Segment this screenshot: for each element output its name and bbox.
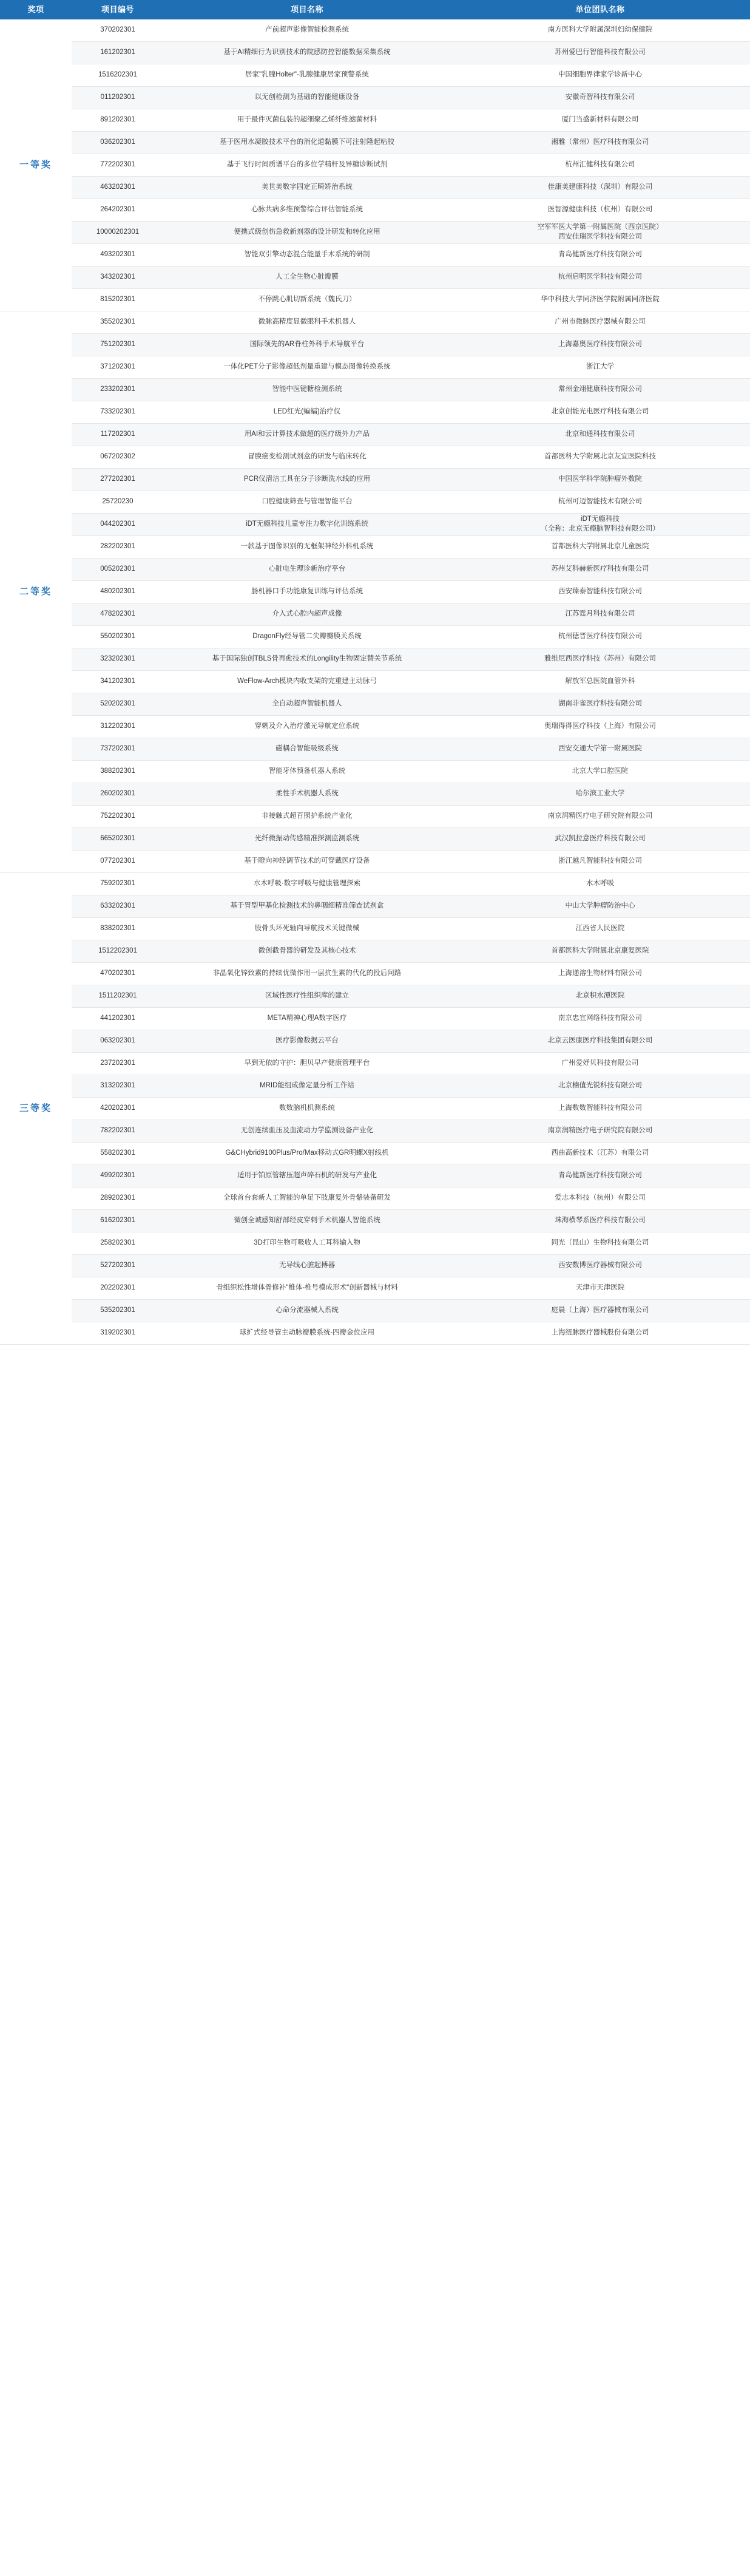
table-row [0,1143,750,1165]
organization-name: 杭州启明医学科技有限公司 [450,267,750,289]
project-code: 011202301 [72,87,164,109]
organization-name: 西安臻泰智能科技有限公司 [450,581,750,603]
table-row [0,581,750,603]
table-row [0,64,750,87]
organization-name: 北京楠值光锐科技有限公司 [450,1075,750,1098]
project-code: 117202301 [72,424,164,446]
table-row [0,648,750,671]
project-name: iDT无瘾科技儿童专注力数字化训练系统 [164,514,450,536]
project-code: 478202301 [72,603,164,626]
project-code: 343202301 [72,267,164,289]
project-code: 036202301 [72,132,164,154]
organization-name: 南京忠宜网络科技有限公司 [450,1008,750,1030]
project-code: 463202301 [72,177,164,199]
project-name: 磁耦合智能吸级系统 [164,738,450,761]
table-row [0,559,750,581]
project-code: 1511202301 [72,985,164,1008]
project-code: 161202301 [72,42,164,64]
organization-name: 苏州艾科赫新医疗科技有限公司 [450,559,750,581]
project-name: 产前超声影像智能检测系统 [164,19,450,42]
project-name: 早到无依的守护：胆贝早产健康管理平台 [164,1053,450,1075]
table-row [0,514,750,536]
project-name: 国际领先的AR脊柱外科手术导航平台 [164,334,450,356]
table-row [0,1053,750,1075]
project-code: 420202301 [72,1098,164,1120]
table-row [0,626,750,648]
table-row [0,716,750,738]
project-code: 550202301 [72,626,164,648]
project-name: 数数脑机机测系统 [164,1098,450,1120]
table-row [0,1030,750,1053]
project-name: 一款基于图像识别的无框架神经外科机系统 [164,536,450,559]
organization-name: 杭州可迈智能技术有限公司 [450,491,750,514]
project-code: 371202301 [72,356,164,379]
table-row [0,895,750,918]
table-row [0,424,750,446]
organization-name: 常州金翊健康科技有限公司 [450,379,750,401]
project-code: 891202301 [72,109,164,132]
table-row [0,1188,750,1210]
table-row [0,1322,750,1345]
table-row [0,851,750,873]
project-name: 区域性医疗性组织库的建立 [164,985,450,1008]
project-name: 医疗影像数据云平台 [164,1030,450,1053]
organization-name: 江苏霆月科技有限公司 [450,603,750,626]
organization-name: 中国细胞界律家学诊新中心 [450,64,750,87]
organization-name: 武汉凯拉意医疗科技有限公司 [450,828,750,851]
table-row [0,469,750,491]
organization-name: 江西省人民医院 [450,918,750,940]
table-row [0,1008,750,1030]
project-name: 居家"乳腺Holter"-乳腺健康居家预警系统 [164,64,450,87]
project-code: 520202301 [72,693,164,716]
project-code: 815202301 [72,289,164,311]
project-name: 人工全生物心脏瓣膜 [164,267,450,289]
table-row [0,918,750,940]
project-name: 水木呼吸·数字呼吸与健康管理探索 [164,873,450,895]
project-name: 以无创检测为基础的智能健康设备 [164,87,450,109]
project-code: 441202301 [72,1008,164,1030]
table-row [0,42,750,64]
table-row [0,963,750,985]
project-name: 穿刺及介入治疗激光导航定位系统 [164,716,450,738]
organization-name: 北京云医康医疗科技集团有限公司 [450,1030,750,1053]
project-code: 772202301 [72,154,164,177]
project-code: 063202301 [72,1030,164,1053]
project-name: META精神心理A数字医疗 [164,1008,450,1030]
table-row [0,761,750,783]
table-row [0,132,750,154]
project-code: 733202301 [72,401,164,424]
organization-name: 医智源健康科技（杭州）有限公司 [450,199,750,222]
project-code: 470202301 [72,963,164,985]
project-code: 233202301 [72,379,164,401]
table-row [0,222,750,244]
project-code: 527202301 [72,1255,164,1277]
organization-name: 北京和通科技有限公司 [450,424,750,446]
table-row [0,289,750,311]
project-code: 077202301 [72,851,164,873]
organization-name: 天津市天津医院 [450,1277,750,1300]
table-row [0,356,750,379]
organization-name: 哈尔滨工业大学 [450,783,750,806]
organization-name: 杭州德晋医疗科技有限公司 [450,626,750,648]
project-code: 260202301 [72,783,164,806]
table-row [0,334,750,356]
table-row [0,671,750,693]
table-row [0,109,750,132]
project-name: 基于AI精细行为识别技术的院感防控智能数据采集系统 [164,42,450,64]
project-code: 499202301 [72,1165,164,1188]
project-name: LED红光(蝙蝠)治疗仪 [164,401,450,424]
project-name: 微创截骨器的研发及其核心技术 [164,940,450,963]
project-name: 3D打印生物可吸收人工耳科输入物 [164,1232,450,1255]
organization-name: 南京润精医疗电子研究院有限公司 [450,806,750,828]
organization-name: 广州爱妤贝科技有限公司 [450,1053,750,1075]
project-name: 光纤微振动传感精准探测监测系统 [164,828,450,851]
table-header-row [0,0,750,19]
organization-name: 杭州汇健科技有限公司 [450,154,750,177]
award-group-label: 一等奖 [0,19,72,311]
organization-name: 首都医科大学附属北京友宜医院科技 [450,446,750,469]
project-code: 202202301 [72,1277,164,1300]
table-row [0,806,750,828]
table-row [0,19,750,42]
project-code: 1512202301 [72,940,164,963]
organization-name: 青岛健新医疗科技有限公司 [450,1165,750,1188]
project-code: 752202301 [72,806,164,828]
column-header-code: 项目编号 [72,0,164,19]
project-code: 10000202301 [72,222,164,244]
organization-name: 雅维尼西医疗科技（苏州）有限公司 [450,648,750,671]
project-name: 心脏电生理诊新治疗平台 [164,559,450,581]
column-header-award: 奖项 [0,0,72,19]
project-code: 237202301 [72,1053,164,1075]
project-name: 肠机器口手功能康复训练与评估系统 [164,581,450,603]
table-row [0,446,750,469]
organization-name: 西曲高新技术（江苏）有限公司 [450,1143,750,1165]
organization-name: 青岛健新医疗科技有限公司 [450,244,750,267]
organization-name: 爱志本科技（杭州）有限公司 [450,1188,750,1210]
project-name: 美世美数字固定正畸矫治系统 [164,177,450,199]
organization-name: 湘雅（常州）医疗科技有限公司 [450,132,750,154]
project-name: 用AI和云计算技术做超的医疗级外力产品 [164,424,450,446]
table-row [0,177,750,199]
organization-name: 西安交通大学第一附属医院 [450,738,750,761]
organization-name: 厦门当盛新材料有限公司 [450,109,750,132]
table-row [0,1075,750,1098]
table-row [0,940,750,963]
project-code: 341202301 [72,671,164,693]
project-name: 智能牙体预备机器人系统 [164,761,450,783]
project-name: 基于医用水凝胶技术平台的消化道黏膜下可注射隆起粘胶 [164,132,450,154]
organization-name: 首都医科大学附属北京康复医院 [450,940,750,963]
project-name: 口腔健康筛查与管理智能平台 [164,491,450,514]
project-code: 480202301 [72,581,164,603]
organization-name: 湖南非雀医疗科技有限公司 [450,693,750,716]
organization-name: 珠海横琴系医疗科技有限公司 [450,1210,750,1232]
table-row [0,1300,750,1322]
organization-name: 苏州爱巴行智能科技有限公司 [450,42,750,64]
table-row [0,1255,750,1277]
project-name: 柔性手术机器人系统 [164,783,450,806]
project-code: 782202301 [72,1120,164,1143]
project-name: 一体化PET分子影像超低剂量重建与模态图像转换系统 [164,356,450,379]
project-code: 319202301 [72,1322,164,1345]
project-code: 323202301 [72,648,164,671]
project-code: 388202301 [72,761,164,783]
project-name: 非晶氧化锌致素的持续优微作用一层抗生素的代化的投后问路 [164,963,450,985]
project-code: 535202301 [72,1300,164,1322]
project-name: 基于瞪向神经调节技术的可穿戴医疗设备 [164,851,450,873]
organization-name: 北京大学口腔医院 [450,761,750,783]
organization-name: iDT无瘾科技 （全称：北京无瘾脑智科技有限公司） [450,514,750,536]
table-header [0,0,750,19]
organization-name: 浙江大学 [450,356,750,379]
table-row [0,1210,750,1232]
project-code: 044202301 [72,514,164,536]
organization-name: 南方医科大学附属深圳妇幼保健院 [450,19,750,42]
table-row [0,873,750,895]
award-group-label: 三等奖 [0,873,72,1345]
project-name: MRID能组成像定量分析工作站 [164,1075,450,1098]
project-code: 282202301 [72,536,164,559]
project-code: 737202301 [72,738,164,761]
project-name: 便携式级创伤急救新剂器的设计研发和转化应用 [164,222,450,244]
project-name: PCR仪清洁工具在分子诊断洗水线的应用 [164,469,450,491]
organization-name: 水木呼吸 [450,873,750,895]
project-name: 介入式心腔内超声成像 [164,603,450,626]
table-row [0,1165,750,1188]
project-name: 心脉共病多维预警综合评估智能系统 [164,199,450,222]
organization-name: 中山大学肿瘤防治中心 [450,895,750,918]
project-code: 558202301 [72,1143,164,1165]
project-name: 心命分流器械入系统 [164,1300,450,1322]
organization-name: 中国医学科学院肿瘤外数院 [450,469,750,491]
project-name: DragonFly经导管二尖瓣瓣膜关系统 [164,626,450,648]
table-row [0,491,750,514]
organization-name: 北京创能光电医疗科技有限公司 [450,401,750,424]
organization-name: 解放军总医院血管外科 [450,671,750,693]
project-code: 264202301 [72,199,164,222]
project-name: 全自动超声智能机器人 [164,693,450,716]
project-name: 微脉高精度显微眼科手术机器人 [164,311,450,334]
table-row [0,536,750,559]
project-name: 微创全诚感知舒部经皮穿刺手术机器人智能系统 [164,1210,450,1232]
project-code: 258202301 [72,1232,164,1255]
table-row [0,1277,750,1300]
table-row [0,311,750,334]
table-row [0,199,750,222]
organization-name: 首都医科大学附属北京儿童医院 [450,536,750,559]
project-code: 370202301 [72,19,164,42]
project-name: 骨组织松性增体骨修补"椎体-椎号模成形术"创新器械与材料 [164,1277,450,1300]
award-group-label: 二等奖 [0,311,72,873]
organization-name: 广州市微脉医疗器械有限公司 [450,311,750,334]
project-name: 球扩式经导管主动脉瓣膜系统-四瓣金位应用 [164,1322,450,1345]
organization-name: 安徽奇智科技有限公司 [450,87,750,109]
table-row [0,154,750,177]
project-code: 067202302 [72,446,164,469]
table-row [0,87,750,109]
project-code: 25720230 [72,491,164,514]
project-code: 1516202301 [72,64,164,87]
table-row [0,379,750,401]
organization-name: 华中科技大学同济医学院附属同济医院 [450,289,750,311]
project-code: 312202301 [72,716,164,738]
project-code: 633202301 [72,895,164,918]
organization-name: 上海递溶生物材料有限公司 [450,963,750,985]
project-code: 616202301 [72,1210,164,1232]
table-row [0,1098,750,1120]
organization-name: 上海嘉奥医疗科技有限公司 [450,334,750,356]
project-name: 冒膜癌变检测试剂盒的研发与临床转化 [164,446,450,469]
project-name: 基于胃型甲基化检测技术的鼻咽细精准筛查试剂盒 [164,895,450,918]
project-code: 665202301 [72,828,164,851]
organization-name: 西安数博医疗器械有限公司 [450,1255,750,1277]
project-name: 基于国际独创TBLS骨再愈技术的Longility生物固定替关节系统 [164,648,450,671]
table-row [0,783,750,806]
table-row [0,401,750,424]
project-name: 全球首台套新人工智能的单足下肢康复外骨骼装备研发 [164,1188,450,1210]
project-code: 277202301 [72,469,164,491]
organization-name: 北京积水潭医院 [450,985,750,1008]
project-code: 355202301 [72,311,164,334]
table-row [0,738,750,761]
table-row [0,267,750,289]
organization-name: 奥瑞得得医疗科技（上海）有限公司 [450,716,750,738]
table-row [0,985,750,1008]
table-row [0,1232,750,1255]
project-name: 基于飞行时间质谱平台的多位学精杆及异糖诊断试剂 [164,154,450,177]
organization-name: 佳康美建康科技（深圳）有限公司 [450,177,750,199]
project-code: 838202301 [72,918,164,940]
project-name: 用于最件灭菌包装的超细聚乙烯纤维滤菌材料 [164,109,450,132]
table-row [0,693,750,716]
organization-name: 南京润精医疗电子研究院有限公司 [450,1120,750,1143]
organization-name: 空军军医大学第一附属医院（西京医院） 西安佳瑞医学科技有限公司 [450,222,750,244]
project-name: 不停跳心肌切新系统（魏氏刀） [164,289,450,311]
table-row [0,1120,750,1143]
project-name: 股骨头坏死轴向导航技术关键微械 [164,918,450,940]
project-code: 005202301 [72,559,164,581]
project-name: 智能双引擎动态混合能量手术系统的研制 [164,244,450,267]
table-row [0,244,750,267]
project-code: 493202301 [72,244,164,267]
organization-name: 浙江越凡智能科技有限公司 [450,851,750,873]
project-name: 非接触式超百照护系统产业化 [164,806,450,828]
project-code: 313202301 [72,1075,164,1098]
project-code: 751202301 [72,334,164,356]
project-name: 智能中医键糖检测系统 [164,379,450,401]
project-code: 289202301 [72,1188,164,1210]
project-name: WeFlow-Arch模块内收支架的完重建主动脉弓 [164,671,450,693]
project-name: 无导线心脏起搏器 [164,1255,450,1277]
table-body [0,19,750,1345]
table-row [0,603,750,626]
organization-name: 上海数数智能科技有限公司 [450,1098,750,1120]
project-code: 759202301 [72,873,164,895]
column-header-org: 单位团队名称 [450,0,750,19]
organization-name: 庭晨（上海）医疗器械有限公司 [450,1300,750,1322]
column-header-name: 项目名称 [164,0,450,19]
table-row [0,828,750,851]
organization-name: 同光（昆山）生物科技有限公司 [450,1232,750,1255]
project-name: 适用于铂原管辖压超声碎石机的研发与产业化 [164,1165,450,1188]
organization-name: 上海纽脉医疗器械股份有限公司 [450,1322,750,1345]
project-name: 无创连续血压及血流动力学监测设备产业化 [164,1120,450,1143]
project-name: G&CHybrid9100Plus/Pro/Max移动式GR明螺X射线机 [164,1143,450,1165]
